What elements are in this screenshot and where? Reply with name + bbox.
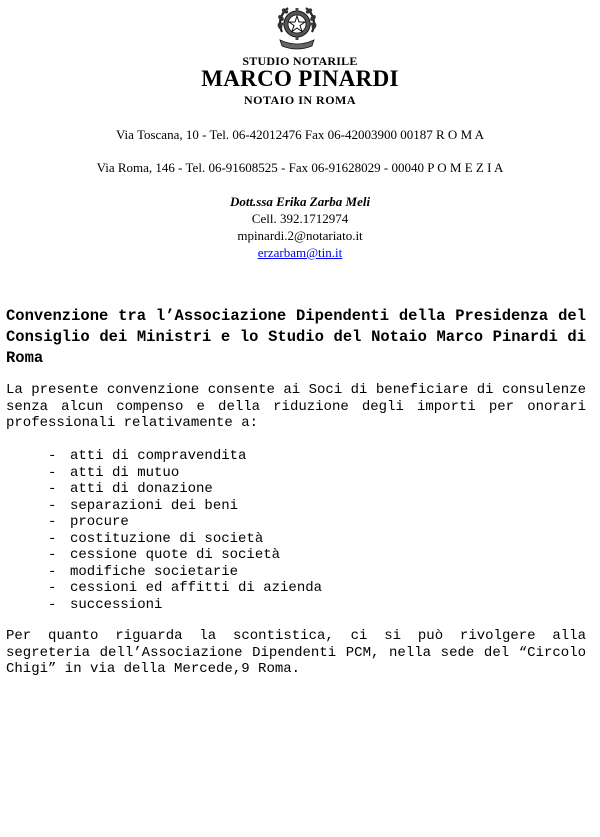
bullet-dash: -	[48, 580, 57, 596]
intro-paragraph: La presente convenzione consente ai Soci di beneficiare di consulenze senza alcun compenso e della riduzione degli importi per onorari professionali relativamente a:	[6, 382, 586, 431]
service-label: procure	[70, 514, 129, 530]
service-label: modifiche societarie	[70, 563, 239, 580]
agreement-title: Convenzione tra l’Associazione Dipendenti della Presidenza del Consiglio dei Ministri e lo Studio del Notaio Marco Pinardi di Roma	[6, 307, 586, 367]
list-item	[48, 481, 322, 498]
service-label: costituzione di società	[70, 530, 264, 547]
list-item	[48, 547, 322, 564]
service-label: cessione quote di società	[70, 547, 281, 563]
bullet-dash: -	[48, 563, 57, 580]
bullet-dash: -	[48, 481, 57, 497]
contact-email-link[interactable]: erzarbam@tin.it	[257, 245, 343, 260]
service-label: successioni	[70, 596, 163, 613]
italian-republic-emblem-icon	[274, 2, 320, 52]
service-label: atti di donazione	[70, 481, 213, 497]
services-list	[48, 448, 322, 613]
studio-label: STUDIO NOTARILE	[242, 54, 358, 68]
closing-paragraph: Per quanto riguarda la scontistica, ci si può rivolgere alla segreteria dell’Associazione Dipendenti PCM, nella sede del “Circolo Chigi” in via della Mercede,9 Roma.	[6, 628, 586, 677]
notary-subtitle: NOTAIO IN ROMA	[243, 93, 357, 107]
bullet-dash: -	[48, 497, 57, 514]
bullet-dash: -	[48, 547, 57, 563]
list-item	[48, 498, 322, 515]
list-item	[48, 580, 322, 597]
list-item	[48, 465, 322, 482]
bullet-dash: -	[48, 530, 57, 547]
contact-name: Dott.ssa Erika Zarba Meli	[229, 194, 371, 209]
service-label: separazioni dei beni	[70, 497, 239, 514]
contact-cell: Cell. 392.1712974	[251, 211, 349, 226]
list-item	[48, 531, 322, 548]
bullet-dash: -	[48, 464, 57, 481]
bullet-dash: -	[48, 514, 57, 530]
service-label: atti di compravendita	[70, 448, 247, 464]
service-label: atti di mutuo	[70, 464, 180, 481]
contact-email: mpinardi.2@notariato.it	[237, 228, 363, 243]
notary-name: MARCO PINARDI	[201, 66, 399, 91]
list-item	[48, 514, 322, 531]
address-pomezia: Via Roma, 146 - Tel. 06-91608525 - Fax 06-91628029 - 00040 P O M E Z I A	[96, 160, 504, 175]
list-item	[48, 448, 322, 465]
service-label: cessioni ed affitti di azienda	[70, 580, 323, 596]
bullet-dash: -	[48, 596, 57, 613]
bullet-dash: -	[48, 448, 57, 464]
address-rome: Via Toscana, 10 - Tel. 06-42012476 Fax 06-42003900 00187 R O M A	[115, 127, 485, 142]
list-item	[48, 597, 322, 614]
contact-email-line	[0, 244, 600, 261]
list-item	[48, 564, 322, 581]
